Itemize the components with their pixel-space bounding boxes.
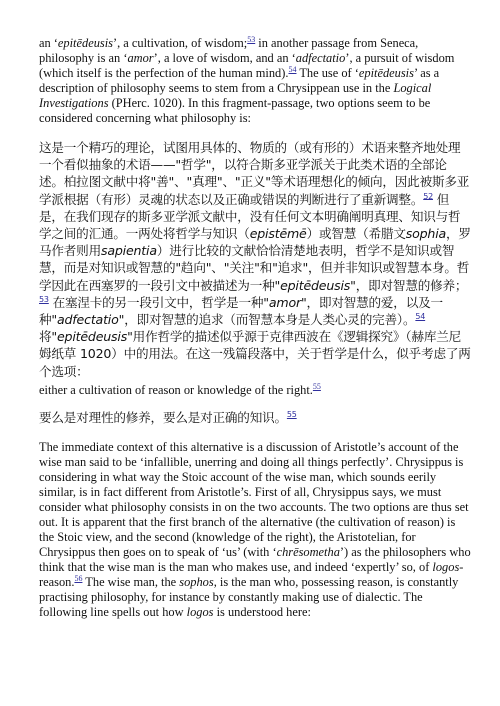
chinese-quote: 要么是对理性的修养，要么是对正确的知识。$^{55}$ [39,409,297,425]
footnote-ref-55[interactable]: 55 [312,381,321,391]
english-paragraph-1: an ‘epitēdeusis’, a cultivation, of wisdom;$^{53}$ in another passage from Seneca, philosophy is an ‘amor’, a love of wisdom, and an ‘adfectatio’, a pursuit of wisdom (which itself is the perfection of the human mind).$^{54}$ The use of ‘epitēdeusis’ as a description of philosophy seems to stem from a Chrysippean use in the Logical Investigations (PHerc. 1020). In this fragment-passage, two options seem to be considered concerning what philosophy is: [39,34,455,125]
footnote-ref-55[interactable]: 55 [286,409,297,419]
english-paragraph-2: The immediate context of this alternative is a discussion of Aristotle’s account of the wise man said to be ‘infallible, unerring and doing all things perfectly’. Chrysippus is considering in what way the Stoic account of the wise man, which sounds eerily similar, is in fact different from Aristotle’s. First of all, Chrysippus says, we must consider what philosophy consists in on the two accounts. The two options are thus set out. It is apparent that the first branch of the alternative (the cultivation of reason) is the Stoic view, and the second (knowledge of the right), the Aristotelian, for Chrysippus then goes on to speak of ‘us’ (with ‘chrēsometha’) as the philosophers who think that the wise man is the man who makes use, and indeed ‘expertly’ so, of logos-reason.$^{56}$ The wise man, the sophos, is the man who, possessing reason, is constantly practising philosophy, for instance by constantly making use of dialectic. The following line spells out how logos is understood here: [39,440,471,619]
footnote-ref-53[interactable]: 53 [39,294,49,304]
footnote-ref-53[interactable]: 53 [247,34,256,44]
footnote-ref-52[interactable]: 52 [423,191,433,201]
english-quote: either a cultivation of reason or knowledge of the right.$^{55}$ [39,381,321,397]
footnote-ref-54[interactable]: 54 [288,64,297,74]
footnote-ref-54[interactable]: 54 [415,311,426,321]
chinese-paragraph-1: 这是一个精巧的理论，试图用具体的、物质的（或有形的）术语来整齐地处理一个看似抽象的术语——"哲学"，以符合斯多亚学派关于此类术语的全部论述。柏拉图文献中将"善"、"真理"、"正义"等术语理想化的倾向，因此被斯多亚学派根据（有形）灵魂的状态以及正确或错误的判断进行了重新调整。$^{52}$ 但是，在我们现存的斯多亚学派文献中，没有任何文本明确阐明真理、知识与哲学之间的汇通。一两处将哲学与知识（epistēmē）或智慧（希腊文sophia，罗马作者则用sapientia）进行比较的文献恰恰清楚地表明，哲学不是知识或智慧，而是对知识或智慧的"趋向"、"关注"和"追求"，但并非知识或智慧本身。哲学因此在西塞罗的一段引文中被描述为一种"epitēdeusis"，即对智慧的修养；$^{53}$ 在塞涅卡的另一段引文中，哲学是一种"amor"，即对智慧的爱，以及一种"adfectatio"，即对智慧的追求（而智慧本身是人类心灵的完善）。$^{54}$ 将"epitēdeusis"用作哲学的描述似乎源于克律西波在《逻辑探究》（赫库兰尼姆纸草 1020）中的用法。在这一残篇段落中，关于哲学是什么，似乎考虑了两个选项： [39,140,471,379]
footnote-ref-56[interactable]: 56 [74,573,83,583]
